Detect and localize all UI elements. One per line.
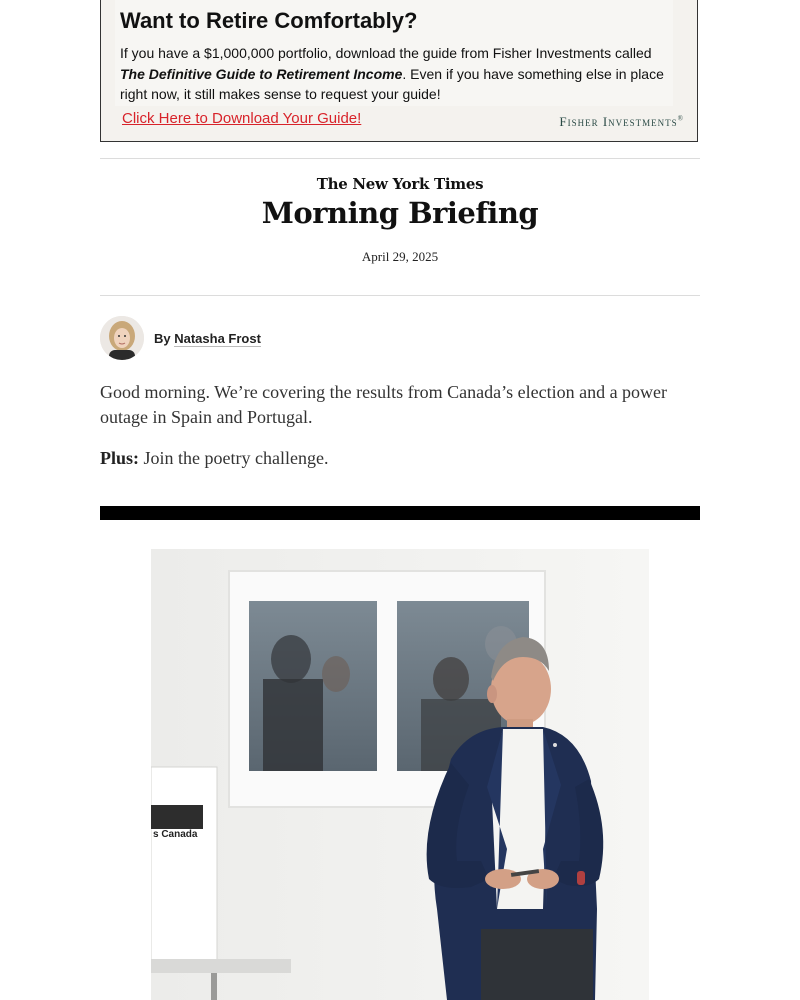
intro-paragraph: Good morning. We’re covering the results from Canada’s election and a power outage in Spain and Portugal.: [100, 382, 668, 427]
section-divider-bar: [100, 506, 700, 520]
divider-top: [100, 158, 700, 159]
author-avatar: [100, 316, 144, 360]
lead-photo[interactable]: [151, 549, 649, 1000]
nyt-logo[interactable]: The New York Times: [316, 175, 484, 193]
booth-sign-text: s Canada: [153, 829, 198, 840]
newsletter-date: April 29, 2025: [361, 249, 439, 264]
ad-body: [120, 43, 680, 105]
ad-body-text-2: . Even if you have something else in place right now, it still makes sense to request your guide!: [120, 65, 664, 102]
plus-paragraph: [100, 446, 700, 471]
byline: [154, 331, 261, 346]
ad-title: Want to Retire Comfortably?: [120, 8, 418, 33]
divider-masthead: [100, 295, 700, 296]
newsletter-title: Morning Briefing: [261, 196, 539, 230]
ad-banner[interactable]: [100, 0, 698, 142]
ad-brand-registered-mark: ®: [677, 114, 684, 123]
ad-download-link[interactable]: Click Here to Download Your Guide!: [122, 110, 362, 127]
plus-text: Join the poetry challenge.: [139, 448, 329, 468]
ad-body-text-1: If you have a $1,000,000 portfolio, download the guide from Fisher Investments called: [120, 45, 652, 61]
ad-brand-name: Fisher Investments: [559, 114, 678, 129]
ad-brand-logo: [559, 114, 684, 130]
byline-prefix: By: [154, 331, 175, 346]
author-link[interactable]: Natasha Frost: [174, 331, 261, 346]
plus-label: Plus:: [100, 448, 140, 468]
ad-guide-title: The Definitive Guide to Retirement Income: [120, 65, 403, 82]
